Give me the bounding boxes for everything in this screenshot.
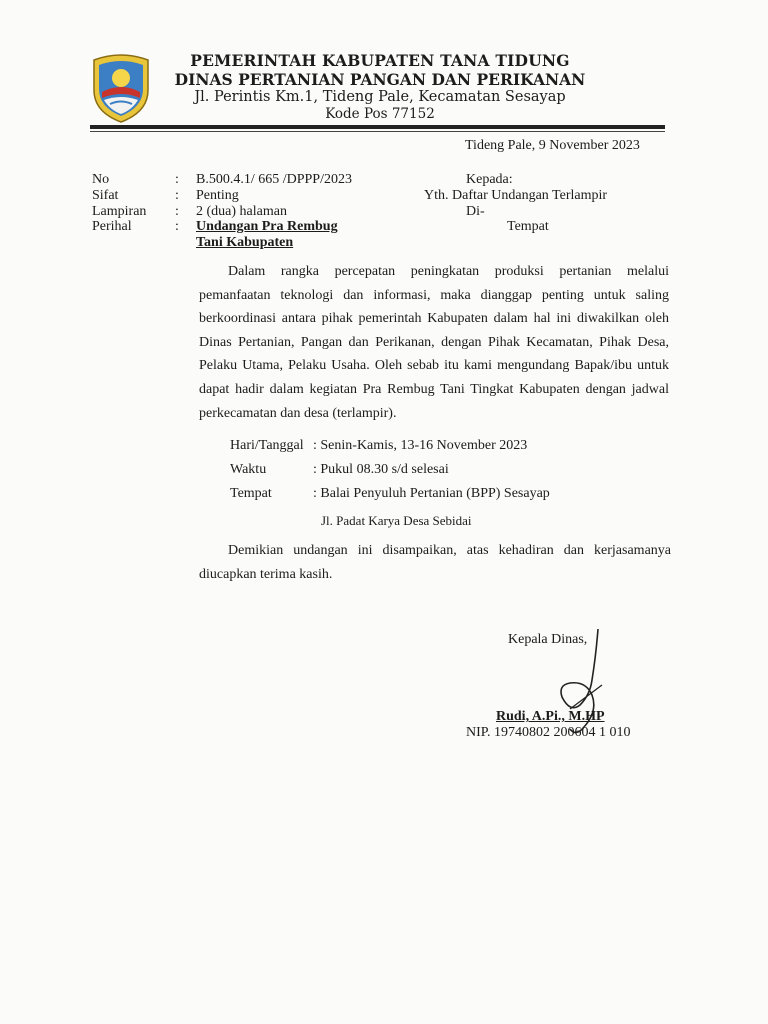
closing-paragraph: Demikian undangan ini disampaikan, atas kehadiran dan kerjasamanya diucapkan terima kasih. [199,543,671,582]
meta-value-perihal: Undangan Pra Rembug [196,219,338,234]
letter-date: Tideng Pale, 9 November 2023 [465,138,640,153]
meta-colon: : [175,204,179,219]
schedule-value-day: : Senin-Kamis, 13-16 November 2023 [313,438,528,453]
schedule-label-place: Tempat [230,486,272,501]
meta-colon: : [175,219,179,234]
letterhead-postal-code: Kode Pos 77152 [325,106,435,122]
schedule-label-time: Waktu [230,462,267,477]
schedule-label-day: Hari/Tanggal [230,438,304,453]
body-paragraph: Dalam rangka percepatan peningkatan produksi pertanian melalui pemanfaatan teknologi dan informasi, maka dianggap penting untuk saling berkoordinasi antara pihak pemerintah Kabupaten dalam hal ini diwakilkan oleh Dinas Pertanian, Pangan dan Perikanan, dengan Pihak Kecamatan, Pihak Desa, Pelaku Utama, Pelaku Usaha. Oleh sebab itu kami mengundang Bapak/ibu untuk dapat hadir dalam kegiatan Pra Rembug Tani Tingkat Kabupaten dengan jadwal perkecamatan dan desa (terlampir). [199,264,669,421]
meta-value-no: B.500.4.1/ 665 /DPPP/2023 [196,172,352,187]
recipient-di: Di- [466,204,485,219]
meta-value-perihal-line2: Tani Kabupaten [196,235,294,250]
schedule-value-time: : Pukul 08.30 s/d selesai [313,462,449,477]
recipient-place: Tempat [507,219,549,234]
meta-label-perihal: Perihal [92,219,132,234]
meta-label-sifat: Sifat [92,188,119,203]
recipient-to-label: Kepada: [466,172,513,187]
regency-emblem-logo [88,52,154,124]
signatory-name: Rudi, A.Pi., M.HP [496,709,605,724]
schedule-value-place: : Balai Penyuluh Pertanian (BPP) Sesayap [313,486,550,501]
meta-value-lampiran: 2 (dua) halaman [196,204,287,219]
letterhead-divider-thin [90,131,665,132]
meta-label-no: No [92,172,110,187]
recipient-name: Yth. Daftar Undangan Terlampir [424,188,608,203]
letterhead-agency-name: DINAS PERTANIAN PANGAN DAN PERIKANAN [174,70,586,89]
meta-label-lampiran: Lampiran [92,204,147,219]
meta-colon: : [175,188,179,203]
signatory-nip: NIP. 19740802 200604 1 010 [466,725,631,740]
signature-position: Kepala Dinas, [508,632,588,647]
meta-value-sifat: Penting [196,188,239,203]
meta-colon: : [175,172,179,187]
schedule-address: Jl. Padat Karya Desa Sebidai [321,513,472,528]
letterhead-divider-thick [90,125,665,129]
letterhead-address: Jl. Perintis Km.1, Tideng Pale, Kecamatan Sesayap [194,89,566,105]
letterhead-government-name: PEMERINTAH KABUPATEN TANA TIDUNG [190,51,570,70]
